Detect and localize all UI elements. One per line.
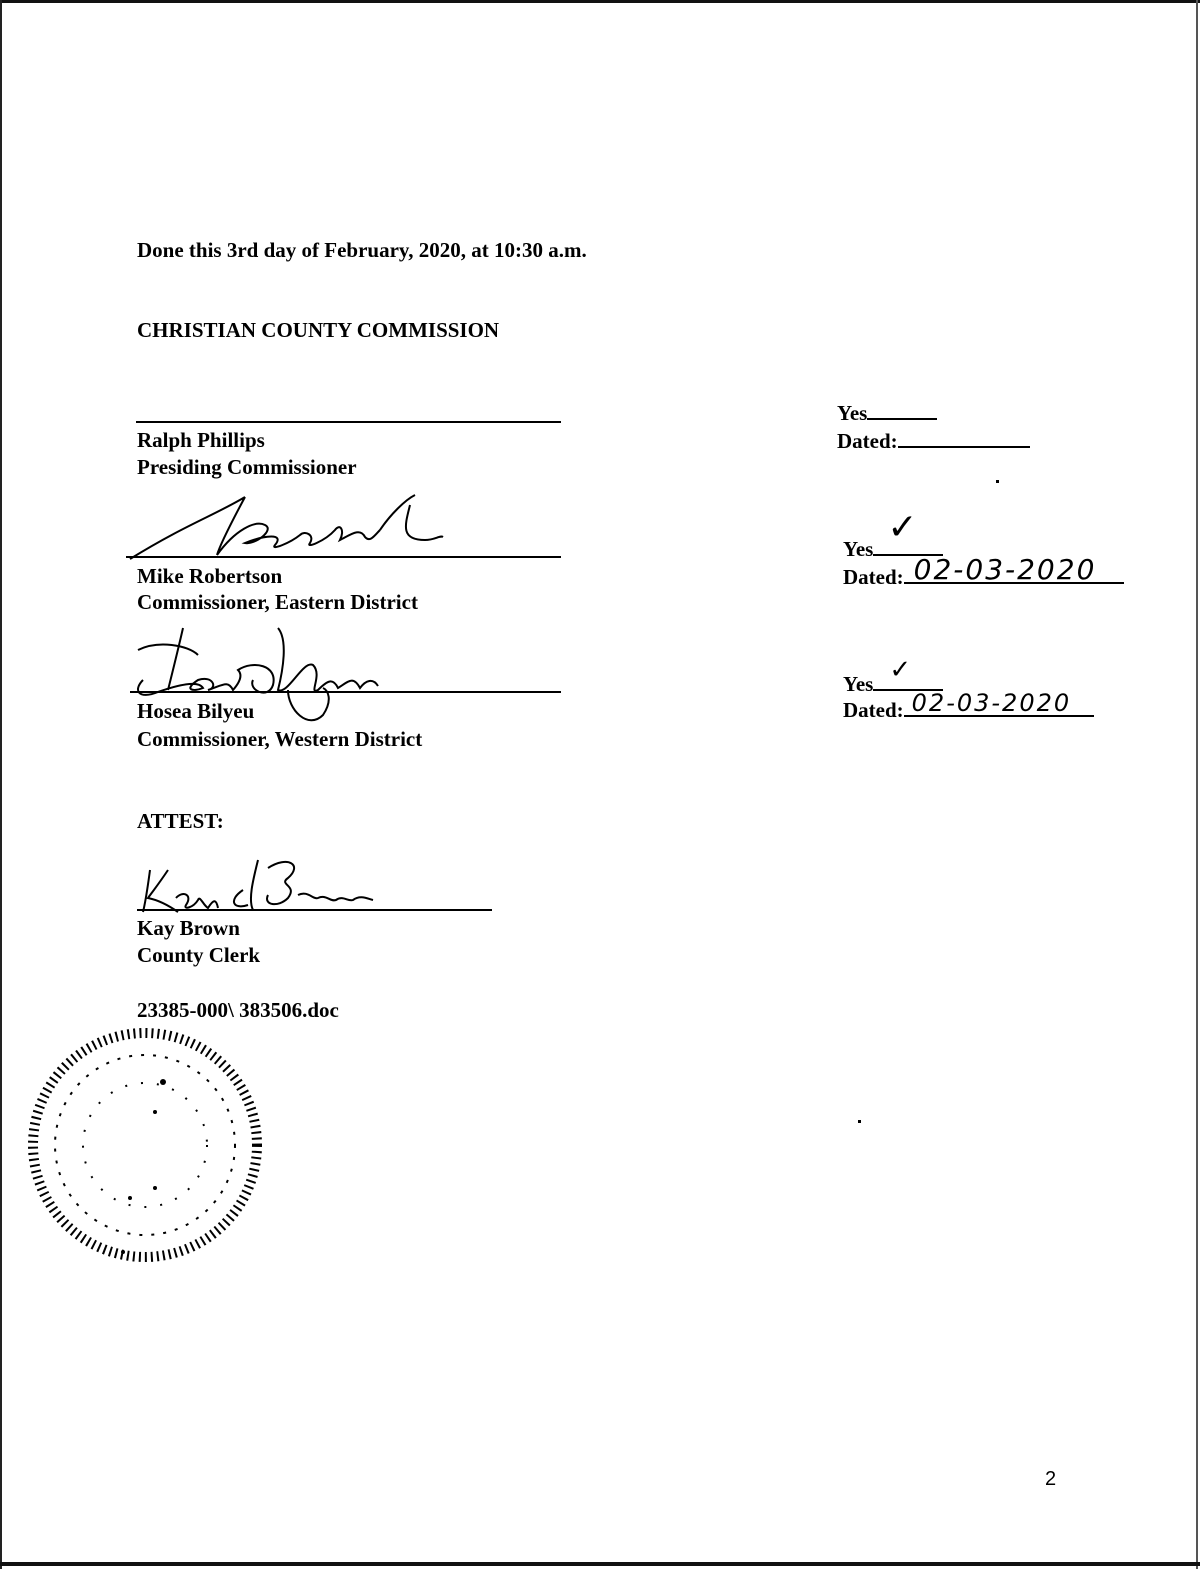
clerk-name: Kay Brown bbox=[137, 916, 240, 940]
vote-label-bilyeu: Yes bbox=[843, 672, 874, 696]
signature-line-robertson bbox=[126, 556, 561, 558]
signatory-name-robertson: Mike Robertson bbox=[137, 564, 283, 588]
signatory-title-robertson: Commissioner, Eastern District bbox=[137, 590, 418, 614]
dated-label-bilyeu: Dated: bbox=[843, 698, 904, 722]
vote-phillips bbox=[837, 400, 937, 424]
dated-blank-robertson bbox=[904, 553, 1124, 586]
signatory-name-phillips: Ralph Phillips bbox=[137, 428, 265, 452]
dated-label-phillips: Dated: bbox=[837, 429, 898, 453]
vote-label-phillips: Yes bbox=[837, 401, 868, 425]
dated-bilyeu bbox=[843, 689, 1094, 722]
county-seal-icon bbox=[15, 1020, 275, 1265]
vote-blank-bilyeu bbox=[873, 655, 943, 691]
scan-edge-right bbox=[1196, 0, 1198, 1569]
signature-line-bilyeu bbox=[130, 691, 561, 693]
vote-label-robertson: Yes bbox=[843, 537, 874, 561]
dated-value-robertson: 02-03-2020 bbox=[913, 553, 1097, 586]
attest-label: ATTEST: bbox=[137, 809, 224, 833]
speck-mark bbox=[858, 1120, 861, 1123]
clerk-title: County Clerk bbox=[137, 943, 261, 967]
dated-label-robertson: Dated: bbox=[843, 565, 904, 589]
signature-line-phillips bbox=[136, 421, 561, 423]
scan-edge-left bbox=[0, 0, 2, 1569]
dated-value-bilyeu: 02-03-2020 bbox=[911, 689, 1072, 717]
dated-blank-phillips bbox=[898, 428, 1030, 448]
signatory-title-phillips: Presiding Commissioner bbox=[137, 455, 357, 479]
vote-check-robertson: ✓ bbox=[887, 507, 920, 548]
dated-blank-bilyeu bbox=[904, 689, 1094, 717]
scan-edge-top bbox=[0, 0, 1200, 3]
dated-phillips bbox=[837, 428, 1030, 452]
page-number: 2 bbox=[1045, 1468, 1057, 1490]
signatory-title-bilyeu: Commissioner, Western District bbox=[137, 727, 423, 751]
commission-heading: CHRISTIAN COUNTY COMMISSION bbox=[137, 318, 500, 342]
signatory-name-bilyeu: Hosea Bilyeu bbox=[137, 699, 255, 723]
vote-check-bilyeu: ✓ bbox=[889, 655, 914, 685]
speck-mark bbox=[996, 480, 999, 483]
vote-blank-phillips bbox=[867, 400, 937, 420]
signature-line-clerk bbox=[137, 909, 492, 911]
signature-robertson bbox=[125, 485, 455, 565]
done-line: Done this 3rd day of February, 2020, at 10:30 a.m. bbox=[137, 238, 587, 262]
scan-edge-bottom bbox=[0, 1562, 1200, 1566]
file-reference: 23385-000\ 383506.doc bbox=[137, 998, 339, 1022]
dated-robertson bbox=[843, 553, 1124, 589]
